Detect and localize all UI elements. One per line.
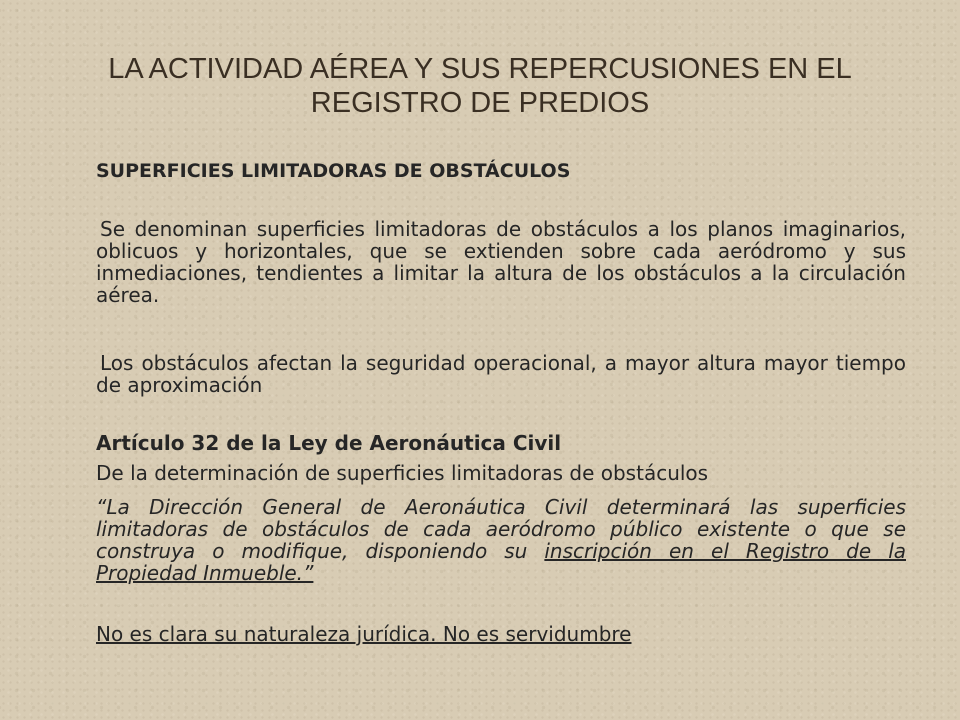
article-heading: Artículo 32 de la Ley de Aeronáutica Civil: [96, 431, 562, 455]
slide-title: LA ACTIVIDAD AÉREA Y SUS REPERCUSIONES EN EL REGISTRO DE PREDIOS: [108, 53, 852, 119]
article-quote-text: “La Dirección General de Aeronáutica Civil determinará las superficies limitadoras de obstáculos de cada aeródromo público existente o que se construya o modifique, disponiendo su: [96, 495, 906, 563]
article-quote-underlined-text: inscripción en el Registro de la Propiedad Inmueble.”: [96, 539, 906, 585]
definition-paragraph: Se denominan superficies limitadoras de obstáculos a los planos imaginarios, oblicuos y horizontales, que se extienden sobre cada aeródromo y sus inmediaciones, tendientes a limitar la altura de los obstáculos a la circulación aérea.: [96, 217, 906, 307]
conclusion-text: No es clara su naturaleza jurídica. No es servidumbre: [96, 622, 632, 646]
safety-paragraph: Los obstáculos afectan la seguridad operacional, a mayor altura mayor tiempo de aproximación: [96, 351, 906, 397]
section-heading: SUPERFICIES LIMITADORAS DE OBSTÁCULOS: [96, 160, 571, 182]
article-quote: [96, 496, 906, 584]
article-subtitle: De la determinación de superficies limitadoras de obstáculos: [96, 461, 709, 485]
